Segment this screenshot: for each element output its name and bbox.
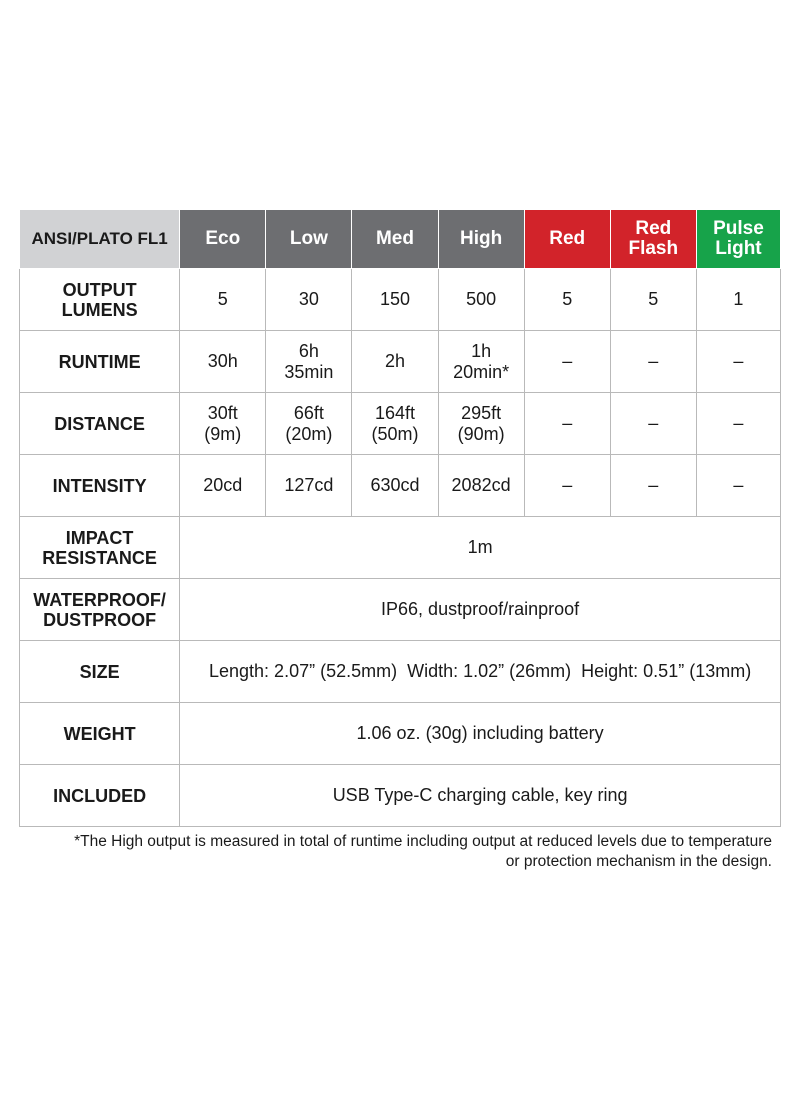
table-cell: 20cd	[180, 455, 266, 517]
table-cell: 5	[610, 269, 696, 331]
table-cell: 30ft (9m)	[180, 393, 266, 455]
footnote-line: or protection mechanism in the design.	[505, 853, 772, 870]
table-row	[20, 703, 781, 765]
table-cell: 2082cd	[438, 455, 524, 517]
mode-header-high: High	[438, 210, 524, 269]
table-cell: 1m	[180, 517, 781, 579]
standard-header: ANSI/PLATO FL1	[20, 210, 180, 269]
table-cell: 1h 20min*	[438, 331, 524, 393]
table-row	[20, 393, 781, 455]
table-cell: Length: 2.07” (52.5mm) Width: 1.02” (26mm) Height: 0.51” (13mm)	[180, 641, 781, 703]
mode-header-eco: Eco	[180, 210, 266, 269]
table-row	[20, 641, 781, 703]
mode-header-med: Med	[352, 210, 438, 269]
row-label-impact-resistance: IMPACT RESISTANCE	[20, 517, 180, 579]
table-cell: –	[696, 331, 780, 393]
table-cell: –	[610, 393, 696, 455]
table-row	[20, 579, 781, 641]
row-label-size: SIZE	[20, 641, 180, 703]
table-cell: 6h 35min	[266, 331, 352, 393]
table-cell: 1.06 oz. (30g) including battery	[180, 703, 781, 765]
table-row	[20, 331, 781, 393]
row-label-weight: WEIGHT	[20, 703, 180, 765]
table-cell: –	[696, 455, 780, 517]
table-cell: 630cd	[352, 455, 438, 517]
table-cell: –	[696, 393, 780, 455]
table-cell: IP66, dustproof/rainproof	[180, 579, 781, 641]
table-cell: –	[524, 331, 610, 393]
row-label-output-lumens: OUTPUT LUMENS	[20, 269, 180, 331]
table-cell: 164ft (50m)	[352, 393, 438, 455]
footnote-line: *The High output is measured in total of runtime including output at reduced levels due to temperature	[74, 833, 772, 850]
table-cell: –	[610, 455, 696, 517]
table-cell: USB Type-C charging cable, key ring	[180, 765, 781, 827]
table-cell: 2h	[352, 331, 438, 393]
table-cell: 66ft (20m)	[266, 393, 352, 455]
table-cell: –	[610, 331, 696, 393]
table-row	[20, 765, 781, 827]
table-cell: 295ft (90m)	[438, 393, 524, 455]
table-cell: 500	[438, 269, 524, 331]
spec-table	[19, 209, 781, 827]
table-cell: 5	[180, 269, 266, 331]
table-cell: 150	[352, 269, 438, 331]
row-label-distance: DISTANCE	[20, 393, 180, 455]
mode-header-low: Low	[266, 210, 352, 269]
row-label-waterproof: WATERPROOF/ DUSTPROOF	[20, 579, 180, 641]
footnote	[30, 832, 772, 872]
mode-header-red-flash: Red Flash	[610, 210, 696, 269]
header-row	[20, 210, 781, 269]
table-cell: 30h	[180, 331, 266, 393]
mode-header-red: Red	[524, 210, 610, 269]
table-row	[20, 455, 781, 517]
row-label-intensity: INTENSITY	[20, 455, 180, 517]
row-label-runtime: RUNTIME	[20, 331, 180, 393]
table-cell: –	[524, 393, 610, 455]
table-row	[20, 269, 781, 331]
table-cell: 30	[266, 269, 352, 331]
table-cell: 5	[524, 269, 610, 331]
table-row	[20, 517, 781, 579]
table-cell: 1	[696, 269, 780, 331]
table-cell: –	[524, 455, 610, 517]
mode-header-pulse-light: Pulse Light	[696, 210, 780, 269]
table-cell: 127cd	[266, 455, 352, 517]
row-label-included: INCLUDED	[20, 765, 180, 827]
